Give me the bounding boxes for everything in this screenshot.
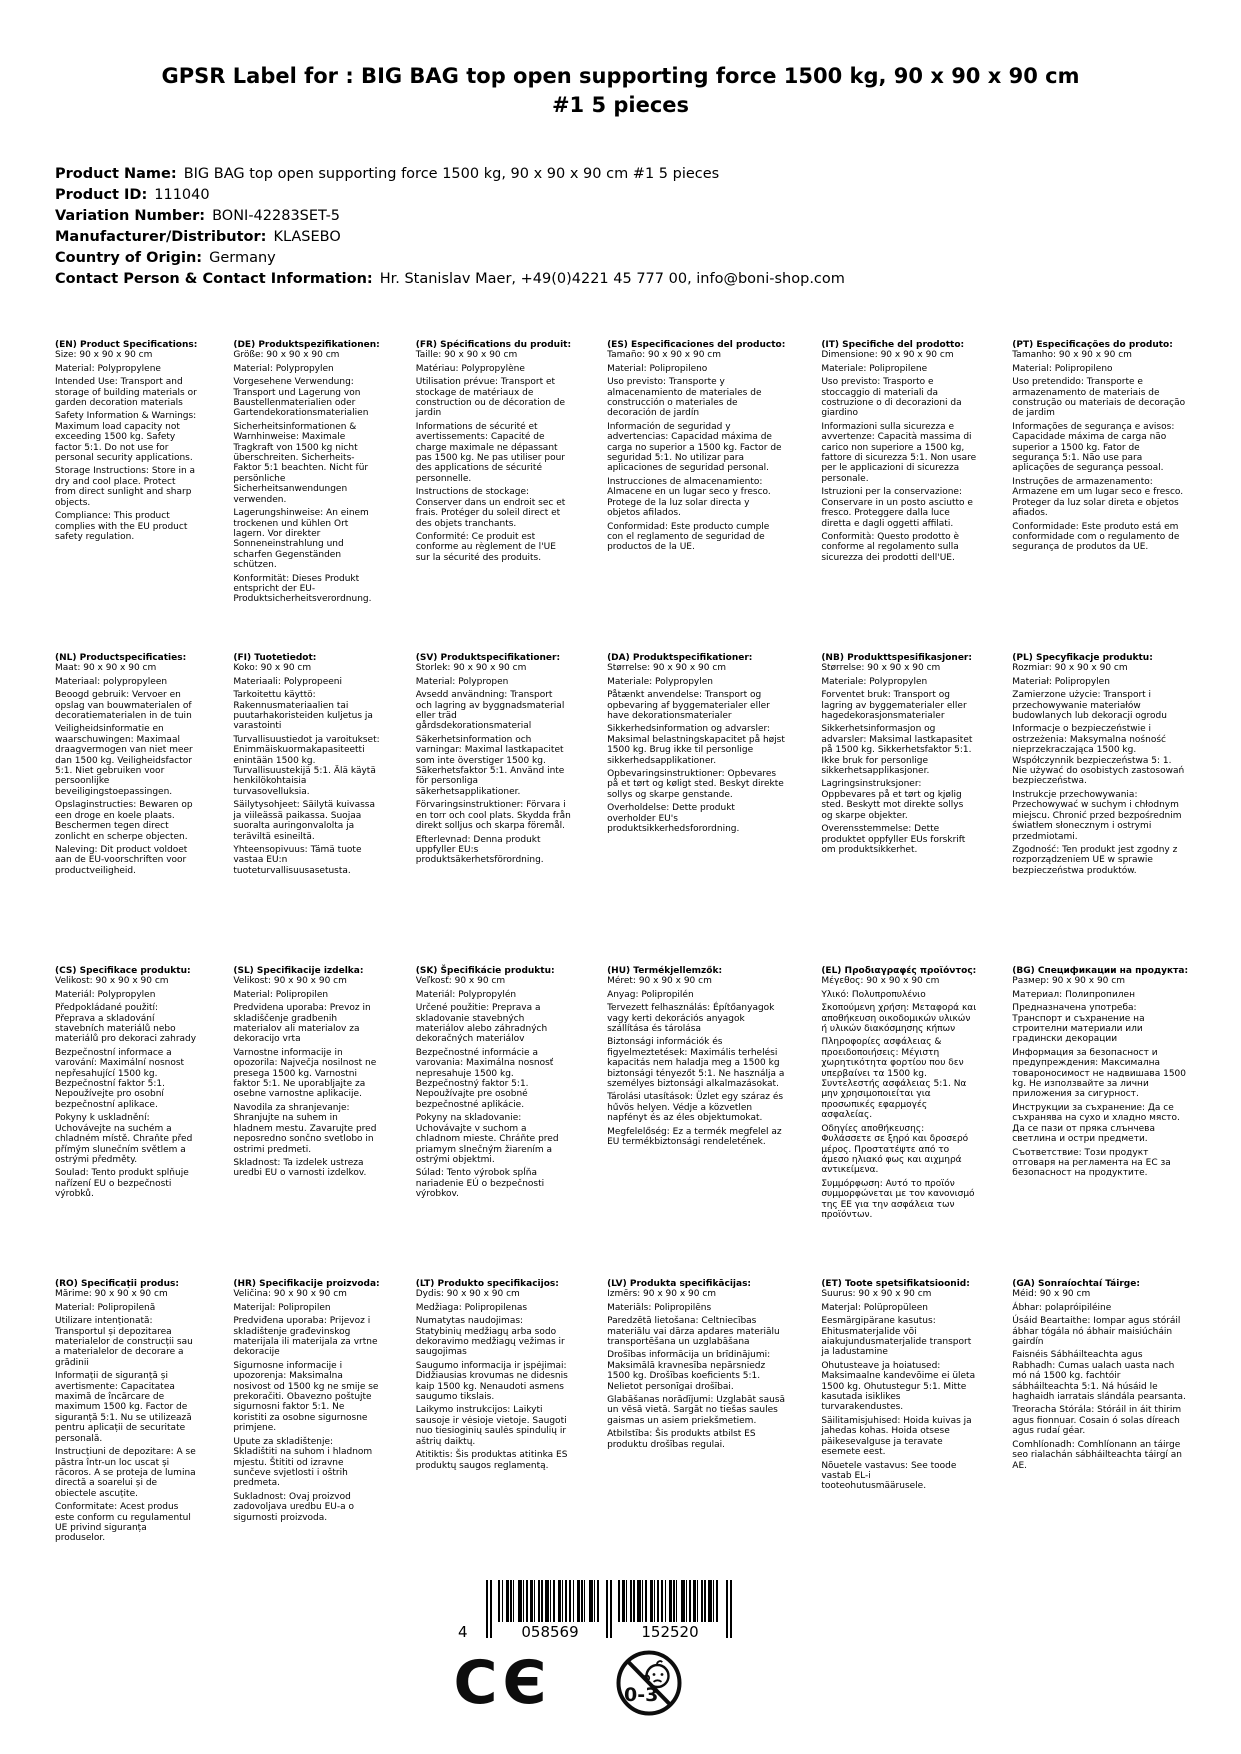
lang-paragraph: Sikkerhetsinformasjon og advarsler: Maksimal lastkapasitet på 1500 kg. Sikkerhetsfaktor 5:1. Ikke bruk for personlige sikkerhetsapplikasjoner. — [821, 724, 973, 777]
lang-block-lt — [416, 1279, 597, 1544]
lang-paragraph: Conformitate: Acest produs este conform cu regulamentul UE privind siguranța produselor. — [55, 1502, 191, 1544]
lang-paragraph: Lagringsinstruksjoner: Oppbevares på et tørt og kjølig sted. Beskytt mot direkte sollys og skarpe objekter. — [821, 779, 964, 821]
lang-heading: (CS) Specifikace produktu: — [55, 966, 191, 976]
field-label: Contact Person & Contact Information: — [55, 271, 373, 287]
lang-paragraph: Atitiktis: Šis produktas atitinka ES produktų saugos reglamentą. — [415, 1450, 568, 1471]
lang-paragraph: Paredzētā lietošana: Celtniecības materiālu vai dārza apdares materiālu transportēšana un uzglabāšana — [607, 1316, 780, 1348]
product-info — [55, 164, 1186, 290]
age-warning-0-3-icon — [614, 1648, 684, 1718]
lang-paragraph: Material: Polypropylen — [233, 363, 334, 374]
lang-paragraph: Storlek: 90 x 90 x 90 cm — [415, 663, 527, 674]
ce-mark-icon: CЄ — [453, 1647, 552, 1718]
lang-paragraph: Drošības informācija un brīdinājumi: Maksimālā kravnesība nepārsniedz 1500 kg. Drošības koeficients 5:1. Nelietot personīgai drošībai. — [607, 1350, 771, 1392]
lang-paragraph: Informations de sécurité et avertissements: Capacité de charge maximale ne dépassant pas 1500 kg. Ne pas utiliser pour des applications de sécurité personnelle. — [415, 421, 565, 484]
lang-paragraph: Velikost: 90 x 90 x 90 cm — [55, 976, 169, 987]
lang-block-cs — [55, 966, 223, 1279]
field-value: Germany — [209, 250, 276, 266]
lang-paragraph: Efterlevnad: Denna produkt uppfyller EU:s produktsäkerhetsförordning. — [415, 834, 544, 866]
lang-paragraph: Størrelse: 90 x 90 x 90 cm — [607, 663, 727, 674]
lang-paragraph: Informações de segurança e avisos: Capacidade máxima de carga não superior a 1500 kg. Fator de segurança 5:1. Não use para aplicações de segurança pessoal. — [1012, 421, 1175, 474]
lang-paragraph: Material: Polypropen — [415, 676, 509, 687]
lang-paragraph: Предназначена употреба: Транспорт и съхранение на строителни материали или градински декорации — [1012, 1003, 1145, 1045]
lang-paragraph: Tarkoitettu käyttö: Rakennusmateriaalien tai puutarhakoristeiden kuljetus ja varastointi — [233, 690, 373, 732]
lang-paragraph: Konformität: Dieses Produkt entspricht der EU-Produktsicherheitsverordnung. — [233, 573, 372, 605]
lang-paragraph: Størrelse: 90 x 90 x 90 cm — [821, 663, 941, 674]
lang-paragraph: Taille: 90 x 90 x 90 cm — [415, 350, 518, 361]
lang-paragraph: Zgodność: Ten produkt jest zgodny z rozporządzeniem UE w sprawie bezpieczeństwa produktów. — [1012, 844, 1178, 876]
lang-paragraph: Säilitamisjuhised: Hoida kuivas ja jahedas kohas. Hoida otsese päikesevalguse ja teravate esemete eest. — [821, 1415, 972, 1458]
lang-heading: (NB) Produkttspesifikasjoner: — [821, 653, 972, 663]
certification-symbols — [452, 1648, 742, 1718]
lang-paragraph: Maat: 90 x 90 x 90 cm — [55, 663, 157, 674]
lang-heading: (ES) Especificaciones del producto: — [607, 340, 786, 350]
lang-paragraph: Glabāšanas norādījumi: Uzglabāt sausā un vēsā vietā. Sargāt no tiešas saules gaismas un asiem priekšmetiem. — [607, 1395, 786, 1426]
lang-block-sk — [416, 966, 597, 1279]
lang-paragraph: Navodila za shranjevanje: Shranjujte na suhem in hladnem mestu. Zavarujte pred neposredno sončno svetlobo in ostrimi predmeti. — [233, 1102, 377, 1155]
lang-paragraph: Säkerhetsinformation och varningar: Maximal lastkapacitet som inte överstiger 1500 kg. Säkerhetsfaktor 5:1. Använd inte för personliga säkerhetsapplikationer. — [415, 734, 565, 797]
lang-paragraph: Dydis: 90 x 90 x 90 cm — [415, 1289, 520, 1300]
lang-paragraph: Opslaginstructies: Bewaren op een droge en koele plaats. Beschermen tegen direct zonlicht en scherpe objecten. — [55, 800, 193, 842]
lang-paragraph: Σκοπούμενη χρήση: Μεταφορά και αποθήκευση οικοδομικών υλικών ή υλικών διακόσμησης κήπων — [821, 1003, 977, 1035]
lang-paragraph: Určené použitie: Preprava a skladovanie stavebných materiálov alebo záhradných dekoračných materiálov — [415, 1003, 548, 1045]
lang-block-ro — [55, 1279, 223, 1544]
lang-paragraph: Conformità: Questo prodotto è conforme al regolamento sulla sicurezza dei prodotti dell'UE. — [821, 531, 960, 563]
lang-paragraph: Veličina: 90 x 90 x 90 cm — [233, 1289, 347, 1300]
lang-block-nl — [55, 653, 223, 966]
lang-heading: (PL) Specyfikacje produktu: — [1012, 653, 1153, 663]
lang-paragraph: Vorgesehene Verwendung: Transport und Lagerung von Baustellenmaterialien oder Gartendekorationsmaterialien — [233, 377, 369, 419]
lang-block-nb — [821, 653, 1002, 966]
lang-paragraph: Размер: 90 x 90 x 90 cm — [1012, 976, 1125, 987]
lang-heading: (GA) Sonraíochtaí Táirge: — [1012, 1279, 1140, 1289]
lang-block-sl — [233, 966, 405, 1279]
lang-block-fi — [233, 653, 405, 966]
lang-paragraph: Rozmiar: 90 x 90 x 90 cm — [1012, 663, 1128, 674]
lang-paragraph: Sigurnosne informacije i upozorenja: Maksimalna nosivost od 1500 kg ne smije se prekoračiti. Obavezno poštujte sigurnosni faktor 5:1. Ne koristiti za osobne sigurnosne primjene. — [233, 1360, 379, 1434]
lang-paragraph: Υλικό: Πολυπροπυλένιο — [821, 989, 926, 1000]
lang-paragraph: Turvallisuustiedot ja varoitukset: Enimmäiskuormakapasiteetti enintään 1500 kg. Turvallisuustekijä 5:1. Älä käytä henkilökohtaisia turvasovelluksia. — [233, 734, 380, 797]
lang-block-ga — [1012, 1279, 1214, 1544]
lang-block-pl — [1012, 653, 1214, 966]
lang-paragraph: Pokyny k uskladnění: Uchovávejte na suchém a chladném místě. Chraňte před přímým slunečním světlem a ostrými předměty. — [55, 1113, 193, 1165]
lang-paragraph: Conformidade: Este produto está em conformidade com o regulamento de segurança de produtos da UE. — [1012, 521, 1180, 553]
lang-paragraph: Velikost: 90 x 90 x 90 cm — [233, 976, 347, 987]
lang-paragraph: Storage Instructions: Store in a dry and cool place. Protect from direct sunlight and sharp objects. — [55, 466, 196, 508]
lang-heading: (ET) Toote spetsifikatsioonid: — [821, 1279, 970, 1289]
barcode-digits-left: 058569 — [520, 1622, 579, 1640]
lang-paragraph: Materiál: Polypropylén — [415, 989, 517, 1000]
lang-paragraph: Size: 90 x 90 x 90 cm — [55, 350, 153, 361]
lang-heading: (LT) Produkto specifikacijos: — [415, 1279, 559, 1289]
lang-heading: (SV) Produktspecifikationer: — [415, 653, 561, 663]
lang-paragraph: Materiale: Polipropilene — [821, 363, 928, 374]
lang-heading: (FR) Spécifications du produit: — [415, 340, 572, 350]
lang-paragraph: Informazioni sulla sicurezza e avvertenze: Capacità massima di carico non superiore a 1500 kg, fattore di sicurezza 5:1. Non usare per le applicazioni di sicurezza personale. — [821, 421, 977, 484]
lang-paragraph: Οδηγίες αποθήκευσης: Φυλάσσετε σε ξηρό και δροσερό μέρος. Προστατέψτε από το άμεσο ηλιακό φως και αιχμηρά αντικείμενα. — [821, 1123, 969, 1176]
lang-heading: (SK) Špecifikácie produktu: — [415, 966, 555, 976]
lang-paragraph: Faisnéis Sábháilteachta agus Rabhadh: Cumas ualach uasta nach mó ná 1500 kg. fachtóir sábháilteachta 5:1. Ná húsáid le haghaidh iarratais slándála pearsanta. — [1012, 1350, 1186, 1403]
lang-paragraph: Varnostne informacije in opozorila: Največja nosilnost ne presega 1500 kg. Varnostni faktor 5:1. Ne uporabljajte za osebne varnostne aplikacije. — [233, 1047, 377, 1100]
lang-paragraph: Conformité: Ce produit est conforme au règlement de l'UE sur la sécurité des produits. — [415, 531, 556, 563]
lang-paragraph: Saugumo informacija ir įspėjimai: Didžiausias krovumas ne didesnis kaip 1500 kg. Nenaudoti asmens saugumo tikslais. — [415, 1360, 568, 1403]
lang-paragraph: Medžiaga: Polipropilenas — [415, 1302, 528, 1313]
lang-paragraph: Izmērs: 90 x 90 x 90 cm — [607, 1289, 717, 1300]
lang-paragraph: Biztonsági információk és figyelmeztetések: Maximális terhelési kapacitás nem haladja meg a 1500 kg biztonsági tényezőt 5:1. Ne használja a személyes biztonsági alkalmazásokat. — [607, 1037, 785, 1090]
product-info-row — [55, 269, 1186, 290]
lang-paragraph: Tervezett felhasználás: Építőanyagok vagy kerti dekorációs anyagok szállítása és tárolása — [607, 1003, 775, 1035]
lang-paragraph: Overensstemmelse: Dette produktet oppfyller EUs forskrift om produktsikkerhet. — [821, 824, 966, 855]
lang-paragraph: Conformidad: Este producto cumple con el reglamento de seguridad de productos de la UE. — [607, 521, 770, 553]
product-info-row — [55, 164, 1186, 185]
lang-heading: (DA) Produktspecifikationer: — [607, 653, 753, 663]
lang-paragraph: Utilisation prévue: Transport et stockage de matériaux de construction ou de décoration de jardin — [415, 377, 566, 419]
lang-paragraph: Zamierzone użycie: Transport i przechowywanie materiałów budowlanych lub dekoracji ogrodu — [1012, 690, 1167, 722]
lang-block-pt — [1012, 340, 1214, 653]
lang-paragraph: Ábhar: polapróipiléine — [1012, 1302, 1112, 1313]
lang-paragraph: Material: Polipropileno — [1012, 363, 1113, 374]
lang-paragraph: Informații de siguranță și avertismente: Capacitatea maximă de încărcare de maximum 1500 kg. Factor de siguranță 5:1. Nu se utilizează pentru aplicații de securitate personală. — [55, 1371, 192, 1444]
lang-paragraph: Uso previsto: Transporte y almacenamiento de materiales de construcción o materiales de decoración de jardín — [607, 377, 762, 419]
lang-paragraph: Информация за безопасност и предупреждения: Максимална товароносимост не надвишава 1500 kg. Не използвайте за лични приложения за сигурност. — [1012, 1047, 1187, 1100]
lang-paragraph: Anyag: Polipropilén — [607, 989, 694, 1000]
field-label: Country of Origin: — [55, 250, 203, 266]
lang-paragraph: Naleving: Dit product voldoet aan de EU-voorschriften voor productveiligheid. — [55, 844, 188, 876]
lang-paragraph: Материал: Полипропилен — [1012, 989, 1135, 1000]
lang-heading: (NL) Productspecificaties: — [55, 653, 187, 663]
lang-paragraph: Veľkosť: 90 x 90 cm — [415, 976, 506, 987]
lang-paragraph: Predvidena uporaba: Prevoz in skladiščenje gradbenih materialov ali materialov za dekoracijo vrta — [233, 1003, 371, 1045]
lang-paragraph: Předpokládané použití: Přeprava a skladování stavebních materiálů nebo materiálů pro dekoraci zahrady — [55, 1003, 197, 1045]
lang-block-lv — [607, 1279, 811, 1544]
lang-block-de — [233, 340, 405, 653]
lang-paragraph: Materiaali: Polypropeeni — [233, 676, 342, 687]
lang-block-hu — [607, 966, 811, 1279]
lang-paragraph: Materiale: Polypropylen — [607, 676, 713, 687]
language-specifications-grid — [55, 340, 1189, 1544]
lang-paragraph: Suurus: 90 x 90 x 90 cm — [821, 1289, 932, 1300]
lang-paragraph: Upute za skladištenje: Skladištiti na suhom i hladnom mjestu. Štititi od izravne sunčeve svjetlosti i oštrih predmeta. — [233, 1436, 373, 1489]
lang-paragraph: Съответствие: Този продукт отговаря на регламента на ЕС за безопасност на продуктите. — [1012, 1147, 1171, 1179]
lang-paragraph: Material: Polipropileno — [607, 363, 708, 374]
lang-paragraph: Инструкции за съхранение: Да се съхранява на сухо и хладно място. Да се пази от пряка слънчева светлина и остри предмети. — [1012, 1102, 1180, 1145]
lang-paragraph: Matériau: Polypropylène — [415, 363, 525, 374]
lang-paragraph: Eesmärgipärane kasutus: Ehitusmaterjalide või aiakujundusmaterjalide transport ja ladustamine — [821, 1316, 972, 1358]
lang-paragraph: Materiāls: Polipropilēns — [607, 1302, 712, 1313]
lang-paragraph: Instrucțiuni de depozitare: A se păstra într-un loc uscat și răcoros. A se proteja de lumina directă a soarelui și de obiectele ascuțite. — [55, 1447, 196, 1499]
lang-paragraph: Laikymo instrukcijos: Laikyti sausoje ir vėsioje vietoje. Saugoti nuo tiesioginių saulės spindulių ir aštrių daiktų. — [415, 1405, 567, 1447]
lang-paragraph: Atbilstība: Šis produkts atbilst ES produktu drošības regulai. — [607, 1429, 756, 1450]
lang-block-hr — [233, 1279, 405, 1544]
lang-paragraph: Overholdelse: Dette produkt overholder EU's produktsikkerhedsforordning. — [607, 803, 740, 835]
field-label: Product Name: — [55, 166, 177, 182]
lang-heading: (EL) Προδιαγραφές προϊόντος: — [821, 966, 977, 976]
lang-paragraph: Material: Polipropilenă — [55, 1302, 156, 1313]
lang-heading: (IT) Specifiche del prodotto: — [821, 340, 965, 350]
field-label: Variation Number: — [55, 208, 206, 224]
lang-paragraph: Súlad: Tento výrobok spĺňa nariadenie EÚ o bezpečnosti výrobkov. — [415, 1168, 545, 1200]
lang-paragraph: Koko: 90 x 90 cm — [233, 663, 312, 674]
lang-paragraph: Numatytas naudojimas: Statybinių medžiagų arba sodo dekoravimo medžiagų vežimas ir saugojimas — [415, 1316, 565, 1358]
lang-paragraph: Instruções de armazenamento: Armazene em um lugar seco e fresco. Proteger da luz solar direta e objetos afiados. — [1012, 476, 1184, 519]
field-value: BONI-42283SET-5 — [212, 208, 341, 224]
lang-heading: (BG) Спецификации на продукта: — [1012, 966, 1189, 976]
lang-block-fr — [416, 340, 597, 653]
lang-heading: (HR) Specifikacije proizvoda: — [233, 1279, 380, 1289]
lang-heading: (SL) Specifikacije izdelka: — [233, 966, 364, 976]
lang-paragraph: Materiał: Polipropylen — [1012, 676, 1110, 687]
lang-block-sv — [416, 653, 597, 966]
lang-block-en — [55, 340, 223, 653]
lang-paragraph: Säilytysohjeet: Säilytä kuivassa ja viileässä paikassa. Suojaa suoralta auringonvalolta ja teräviltä esineiltä. — [233, 800, 375, 842]
lang-heading: (DE) Produktspezifikationen: — [233, 340, 380, 350]
lang-paragraph: Lagerungshinweise: An einem trockenen und kühlen Ort lagern. Vor direkter Sonneneinstrahlung und scharfen Gegenständen schützen. — [233, 508, 369, 571]
lang-paragraph: Mărime: 90 x 90 x 90 cm — [55, 1289, 168, 1300]
lang-paragraph: Istruzioni per la conservazione: Conservare in un posto asciutto e fresco. Proteggere dalla luce diretta e dagli oggetti affilati. — [821, 487, 973, 529]
lang-paragraph: Avsedd användning: Transport och lagring av byggnadsmaterial eller träd gårdsdekorationsmaterial — [415, 690, 565, 732]
lang-paragraph: Predviđena uporaba: Prijevoz i skladištenje građevinskog materijala ili materijala za vrtne dekoracije — [233, 1316, 378, 1358]
lang-paragraph: Treoracha Stórála: Stóráil in áit thirim agus fionnuar. Cosain ó solas díreach agus rudaí géar. — [1012, 1405, 1182, 1437]
lang-paragraph: Skladnost: Ta izdelek ustreza uredbi EU o varnosti izdelkov. — [233, 1157, 367, 1179]
lang-paragraph: Materijal: Polipropilen — [233, 1302, 331, 1313]
lang-heading: (FI) Tuotetiedot: — [233, 653, 317, 663]
lang-paragraph: Méid: 90 x 90 cm — [1012, 1289, 1091, 1300]
lang-paragraph: Dimensione: 90 x 90 x 90 cm — [821, 350, 954, 361]
field-value: KLASEBO — [273, 229, 341, 245]
lang-paragraph: Tárolási utasítások: Üzlet egy száraz és hűvös helyen. Védje a közvetlen napfényt és az éles objektumokat. — [607, 1092, 784, 1124]
product-info-row — [55, 206, 1186, 227]
lang-paragraph: Soulad: Tento produkt splňuje nařízení EU o bezpečnosti výrobků. — [55, 1168, 189, 1200]
product-info-row — [55, 185, 1186, 206]
lang-paragraph: Påtænkt anvendelse: Transport og opbevaring af byggematerialer eller have dekorationsmaterialer — [607, 690, 770, 722]
ean-barcode — [452, 1580, 742, 1640]
lang-heading: (LV) Produkta specifikācijas: — [607, 1279, 752, 1289]
lang-paragraph: Úsáid Beartaithe: Iompar agus stóráil ábhar tógála nó ábhair maisiúcháin gairdín — [1012, 1316, 1181, 1348]
lang-paragraph: Uso pretendido: Transporte e armazenamento de materiais de construção ou materiais de decoração de jardim — [1012, 377, 1186, 419]
lang-paragraph: Instructions de stockage: Conserver dans un endroit sec et frais. Protéger du soleil direct et des objets tranchants. — [415, 487, 566, 529]
barcode-prefix-digit: 4 — [457, 1622, 468, 1640]
lang-paragraph: Materiaal: polypropyleen — [55, 676, 168, 687]
lang-paragraph: Comhlíonadh: Comhlíonann an táirge seo rialachán sábháilteachta táirgí an AE. — [1012, 1439, 1183, 1471]
lang-paragraph: Opbevaringsinstruktioner: Opbevares på et tørt og køligt sted. Beskyt direkte sollys og skarpe genstande. — [607, 769, 784, 800]
lang-paragraph: Bezpečnostní informace a varování: Maximální nosnost nepřesahující 1500 kg. Bezpečnostní faktor 5:1. Nepoužívejte pro osobní bezpečnostní aplikace. — [55, 1047, 185, 1110]
lang-paragraph: Material: Polipropilen — [233, 989, 329, 1000]
field-value: Hr. Stanislav Maer, +49(0)4221 45 777 00, info@boni-shop.com — [379, 271, 845, 287]
lang-paragraph: Informacje o bezpieczeństwie i ostrzeżenia: Maksymalna nośność nieprzekraczająca 1500 kg. Współczynnik bezpieczeństwa 5: 1. Nie używać do osobistych zastosowań bezpieczeństwa. — [1012, 724, 1185, 787]
barcode-digits-right: 152520 — [640, 1622, 699, 1640]
lang-paragraph: Nõuetele vastavus: See toode vastab EL-i tooteohutusmäärusele. — [821, 1460, 957, 1492]
lang-paragraph: Veiligheidsinformatie en waarschuwingen: Maximaal draagvermogen van niet meer dan 1500 kg. Veiligheidsfactor 5:1. Niet gebruiken voor persoonlijke beveiligingstoepassingen. — [55, 724, 193, 797]
lang-block-da — [607, 653, 811, 966]
lang-heading: (EN) Product Specifications: — [55, 340, 198, 350]
lang-paragraph: Safety Information & Warnings: Maximum load capacity not exceeding 1500 kg. Safety factor 5:1. Do not use for personal security applications. — [55, 411, 197, 464]
lang-block-es — [607, 340, 811, 653]
lang-paragraph: Instrukcje przechowywania: Przechowywać w suchym i chłodnym miejscu. Chronić przed bezpośrednim światłem słonecznym i ostrymi przedmiotami. — [1012, 789, 1182, 842]
lang-paragraph: Yhteensopivuus: Tämä tuote vastaa EU:n tuoteturvallisuusasetusta. — [233, 844, 362, 876]
lang-block-el — [821, 966, 1002, 1279]
lang-block-et — [821, 1279, 1002, 1544]
lang-paragraph: Intended Use: Transport and storage of building materials or garden decoration materials — [55, 377, 197, 409]
lang-paragraph: Material: Polypropylene — [55, 363, 161, 374]
lang-paragraph: Tamaño: 90 x 90 x 90 cm — [607, 350, 721, 361]
lang-paragraph: Tamanho: 90 x 90 x 90 cm — [1012, 350, 1132, 361]
lang-paragraph: Förvaringsinstruktioner: Förvara i en torr och cool plats. Skydda från direkt solljus och skarpa föremål. — [415, 800, 571, 832]
lang-paragraph: Ohutusteave ja hoiatused: Maksimaalne kandevõime ei ületa 1500 kg. Ohutustegur 5:1. Mitte kasutada isiklikes turvarakendustes. — [821, 1360, 976, 1413]
lang-paragraph: Información de seguridad y advertencias: Capacidad máxima de carga no superior a 1500 kg. Factor de seguridad 5:1. No utilizar para aplicaciones de seguridad personal. — [607, 421, 782, 474]
lang-block-bg — [1012, 966, 1214, 1279]
lang-heading: (RO) Specificații produs: — [55, 1279, 179, 1289]
lang-paragraph: Pokyny na skladovanie: Uchovávajte v suchom a chladnom mieste. Chráňte pred priamym slnečným žiarením a ostrými objektmi. — [415, 1113, 559, 1165]
lang-heading: (PT) Especificações do produto: — [1012, 340, 1173, 350]
field-value: 111040 — [154, 187, 210, 203]
lang-paragraph: Méret: 90 x 90 x 90 cm — [607, 976, 712, 987]
lang-paragraph: Sukladnost: Ovaj proizvod zadovoljava uredbu EU-a o sigurnosti proizvoda. — [233, 1491, 354, 1523]
lang-paragraph: Μέγεθος: 90 x 90 x 90 cm — [821, 976, 940, 987]
lang-paragraph: Πληροφορίες ασφάλειας & προειδοποιήσεις: Μέγιστη χωρητικότητα φορτίου που δεν υπερβαίνει τα 1500 kg. Συντελεστής ασφάλειας 5:1. Να μην χρησιμοποιείται για προσωπικές εφαρμογές ασφαλείας. — [821, 1037, 967, 1121]
product-info-row — [55, 227, 1186, 248]
lang-block-it — [821, 340, 1002, 653]
lang-paragraph: Συμμόρφωση: Αυτό το προϊόν συμμορφώνεται με τον κανονισμό της ΕΕ για την ασφάλεια των προϊόντων. — [821, 1178, 975, 1220]
lang-paragraph: Beoogd gebruik: Vervoer en opslag van bouwmaterialen of decoratiematerialen in de tuin — [55, 690, 192, 722]
field-label: Product ID: — [55, 187, 148, 203]
lang-heading: (HU) Termékjellemzők: — [607, 966, 723, 976]
lang-paragraph: Megfelelőség: Ez a termék megfelel az EU termékbiztonsági rendeletének. — [607, 1126, 782, 1148]
lang-paragraph: Utilizare intenționată: Transportul și depozitarea materialelor de construcții sau a materialelor de decorare a grădinii — [55, 1316, 193, 1368]
lang-paragraph: Größe: 90 x 90 x 90 cm — [233, 350, 340, 361]
product-info-row — [55, 248, 1186, 269]
lang-paragraph: Uso previsto: Trasporto e stoccaggio di materiali da costruzione o di decorazioni da giardino — [821, 377, 962, 419]
lang-paragraph: Sikkerhedsinformation og advarsler: Maksimal belastningskapacitet på højst 1500 kg. Brug ikke til personlige sikkerhedsapplikationer. — [607, 724, 785, 766]
lang-paragraph: Materiale: Polypropylen — [821, 676, 928, 687]
field-label: Manufacturer/Distributor: — [55, 229, 267, 245]
lang-paragraph: Materiál: Polypropylen — [55, 989, 156, 1000]
lang-paragraph: Sicherheitsinformationen & Warnhinweise: Maximale Tragkraft von 1500 kg nicht überschreiten. Sicherheits-Faktor 5:1 beachten. Nicht für persönliche Sicherheitsanwendungen verwenden. — [233, 421, 369, 505]
lang-paragraph: Bezpečnostné informácie a varovania: Maximálna nosnosť nepresahuje 1500 kg. Bezpečnostný faktor 5:1. Nepoužívajte pre osobné bezpečnostné aplikácie. — [415, 1047, 554, 1110]
lang-paragraph: Compliance: This product complies with the EU product safety regulation. — [55, 511, 188, 542]
field-value: BIG BAG top open supporting force 1500 kg, 90 x 90 x 90 cm #1 5 pieces — [183, 166, 720, 182]
page-title: GPSR Label for : BIG BAG top open supporting force 1500 kg, 90 x 90 x 90 cm #1 5 pieces — [161, 64, 1080, 117]
lang-paragraph: Instrucciones de almacenamiento: Almacene en un lugar seco y fresco. Protege de la luz solar directa y objetos afilados. — [607, 476, 771, 519]
lang-paragraph: Materjal: Polüpropüleen — [821, 1302, 929, 1313]
lang-paragraph: Forventet bruk: Transport og lagring av byggematerialer eller hagedekorasjonsmaterialer — [821, 690, 967, 722]
age-warning-text: 0-3 — [623, 1683, 658, 1706]
label-footer — [452, 1580, 742, 1718]
